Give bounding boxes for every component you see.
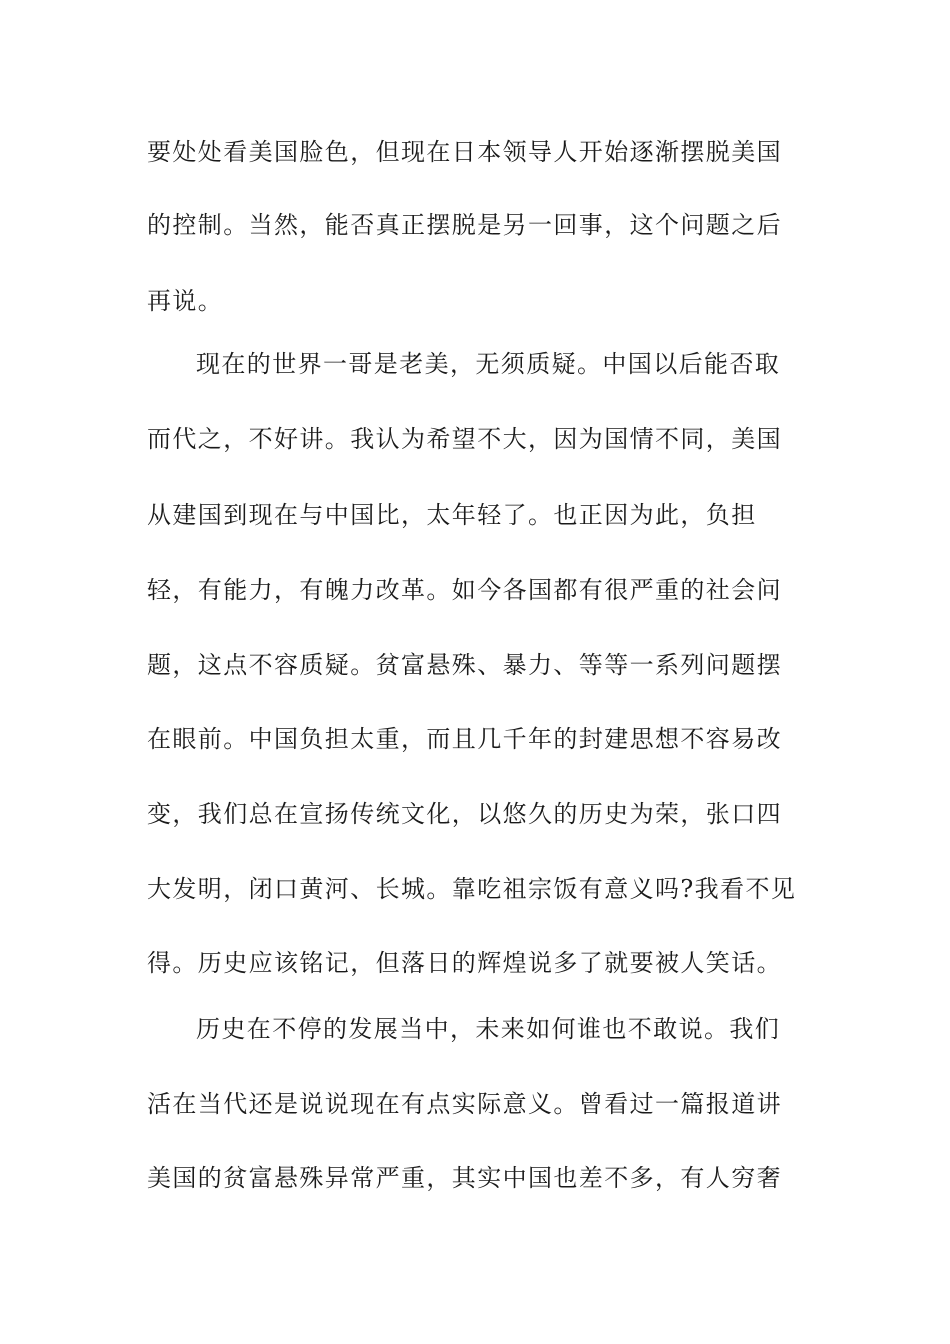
text-line: 变，我们总在宣扬传统文化，以悠久的历史为荣，张口四 <box>147 800 782 828</box>
text-line: 要处处看美国脸色，但现在日本领导人开始逐渐摆脱美国 <box>147 138 782 166</box>
text-line: 的控制。当然，能否真正摆脱是另一回事，这个问题之后 <box>147 211 782 239</box>
paragraph-first-line: 现在的世界一哥是老美，无须质疑。中国以后能否取 <box>196 350 781 378</box>
text-line: 再说。 <box>147 287 224 315</box>
text-line: 得。历史应该铭记，但落日的辉煌说多了就要被人笑话。 <box>147 949 782 977</box>
text-line: 大发明，闭口黄河、长城。靠吃祖宗饭有意义吗?我看不见 <box>147 875 797 903</box>
text-line: 轻，有能力，有魄力改革。如今各国都有很严重的社会问 <box>147 576 782 604</box>
text-line: 题，这点不容质疑。贫富悬殊、暴力、等等一系列问题摆 <box>147 651 782 679</box>
text-line: 在眼前。中国负担太重，而且几千年的封建思想不容易改 <box>147 725 782 753</box>
text-line: 活在当代还是说说现在有点实际意义。曾看过一篇报道讲 <box>147 1090 782 1118</box>
text-line: 美国的贫富悬殊异常严重，其实中国也差不多，有人穷奢 <box>147 1164 782 1192</box>
text-line: 从建国到现在与中国比，太年轻了。也正因为此，负担 <box>147 501 757 529</box>
paragraph-first-line: 历史在不停的发展当中，未来如何谁也不敢说。我们 <box>196 1015 781 1043</box>
text-line: 而代之，不好讲。我认为希望不大，因为国情不同，美国 <box>147 425 782 453</box>
